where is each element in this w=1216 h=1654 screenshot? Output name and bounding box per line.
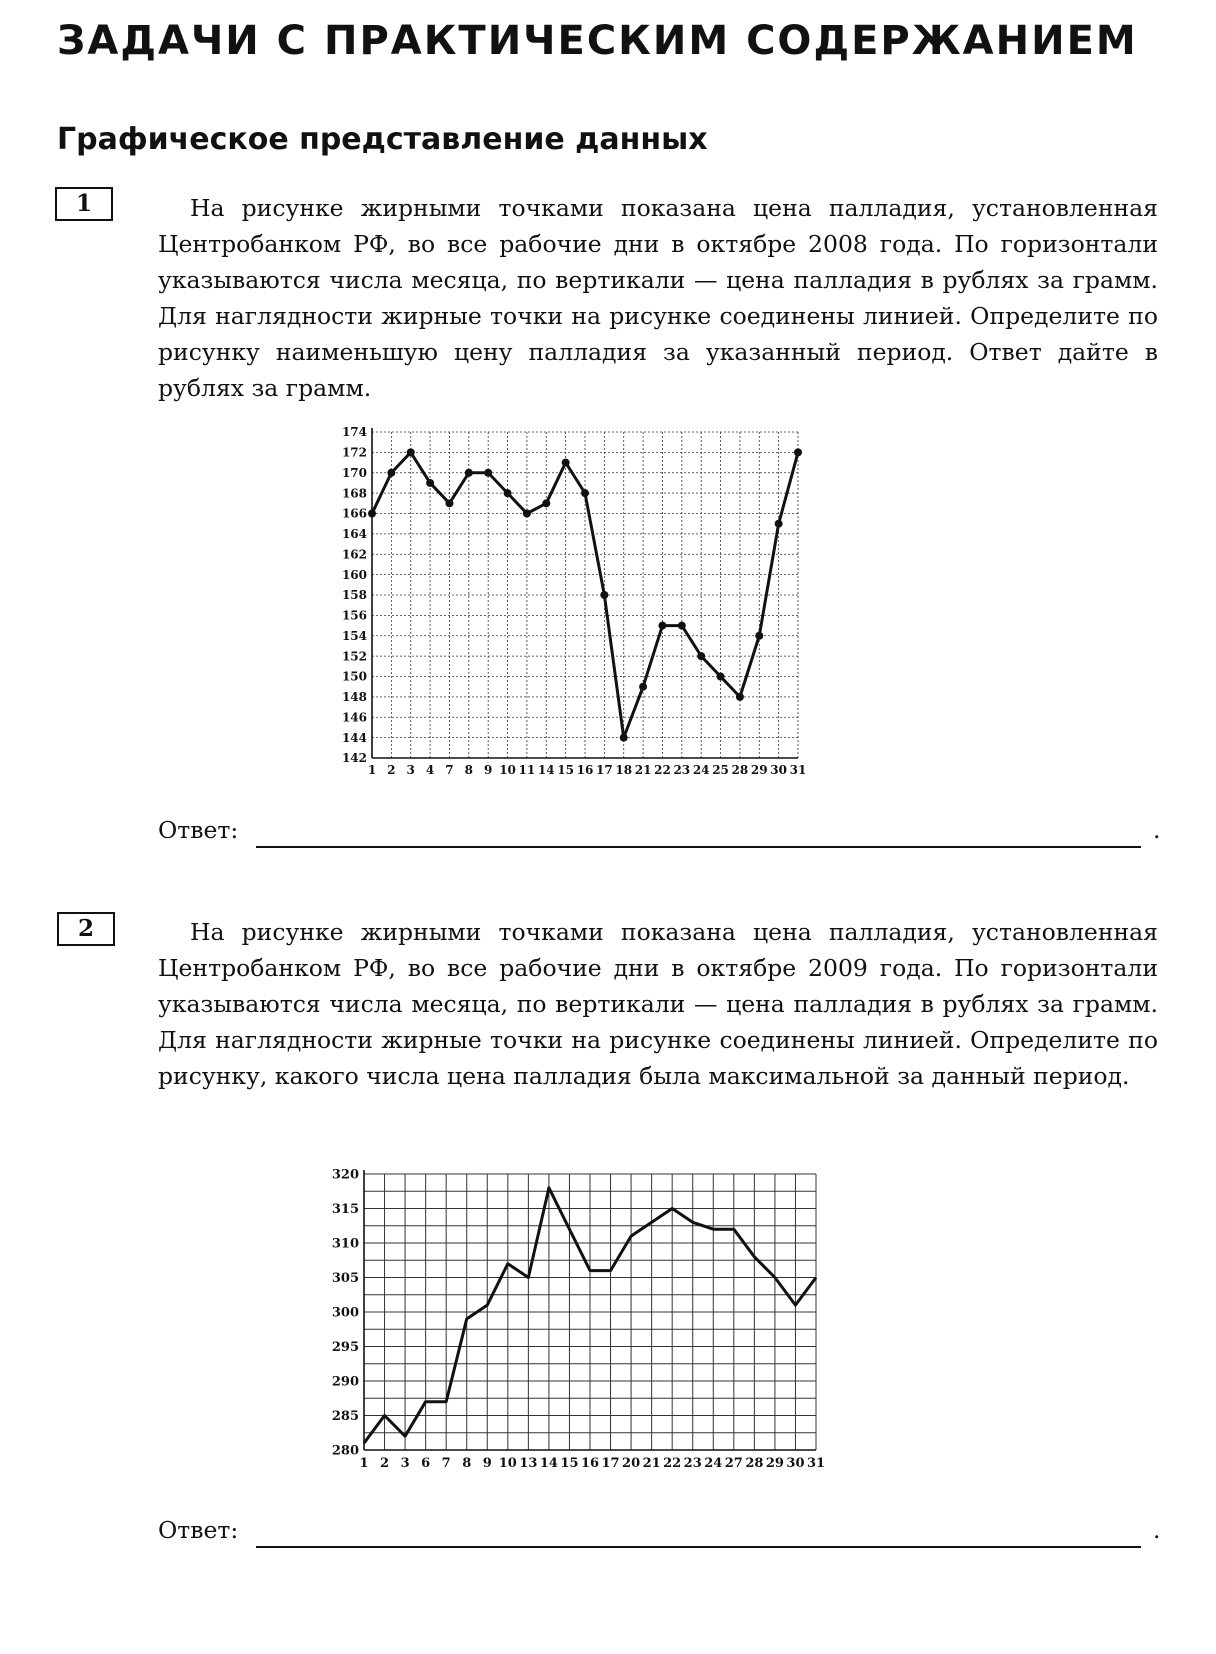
y-tick-label: 315: [331, 1202, 359, 1218]
y-tick-label: 164: [341, 527, 367, 542]
answer-label: Ответ:: [158, 1516, 239, 1544]
data-point: [445, 499, 453, 507]
x-tick-label: 11: [518, 763, 536, 777]
data-point: [697, 652, 705, 660]
y-tick-label: 295: [331, 1340, 359, 1356]
x-tick-label: 28: [731, 763, 749, 777]
data-point: [717, 673, 725, 681]
data-point: [794, 448, 802, 456]
x-tick-label: 16: [580, 1456, 600, 1471]
y-tick-label: 154: [341, 628, 367, 643]
x-tick-label: 10: [499, 763, 516, 777]
data-point: [639, 683, 647, 691]
answer-label: Ответ:: [158, 816, 239, 844]
data-point: [484, 469, 492, 477]
y-tick-label: 310: [331, 1236, 359, 1252]
x-tick-label: 15: [560, 1456, 579, 1471]
data-point: [678, 622, 686, 630]
x-tick-label: 21: [642, 1456, 661, 1471]
x-tick-label: 23: [683, 1456, 702, 1471]
x-tick-label: 7: [441, 1456, 451, 1471]
x-tick-label: 2: [380, 1456, 390, 1471]
x-tick-label: 3: [406, 763, 415, 777]
x-tick-label: 30: [786, 1456, 805, 1471]
y-tick-label: 156: [341, 608, 367, 623]
y-tick-label: 305: [331, 1271, 359, 1287]
problem-number-1: 1: [55, 187, 113, 221]
y-tick-label: 142: [341, 751, 367, 766]
x-tick-label: 31: [789, 763, 807, 777]
data-point: [407, 448, 415, 456]
y-tick-label: 280: [331, 1443, 359, 1459]
x-tick-label: 18: [615, 763, 633, 777]
x-tick-label: 17: [596, 763, 613, 777]
x-tick-label: 30: [770, 763, 787, 777]
answer-row-1: [158, 812, 1161, 852]
x-tick-label: 31: [806, 1456, 826, 1471]
data-point: [600, 591, 608, 599]
x-tick-label: 27: [724, 1456, 743, 1471]
x-tick-label: 6: [421, 1456, 431, 1471]
y-tick-label: 152: [341, 649, 367, 664]
data-point: [581, 489, 589, 497]
problem-text-1: На рисунке жирными точками показана цена палладия, установленная Центробанком РФ, во все рабочие дни в октябре 2008 года. По горизонтали указываются числа месяца, по вертикали — цена палладия в рублях за грамм. Для наглядности жирные точки на рисунке соединены линией. Определите по рисунку наименьшую цену палладия за указанный период. Ответ дайте в рублях за грамм.: [158, 194, 1158, 402]
chart-palladium-2009: [318, 1160, 838, 1480]
chart-palladium-2008: [330, 420, 810, 780]
x-tick-label: 3: [400, 1456, 410, 1471]
x-tick-label: 4: [425, 763, 435, 777]
y-tick-label: 172: [341, 445, 367, 460]
data-point: [755, 632, 763, 640]
answer-dot: .: [1153, 816, 1161, 844]
y-tick-label: 148: [341, 690, 367, 705]
y-tick-label: 285: [331, 1409, 359, 1425]
x-tick-label: 7: [445, 763, 454, 777]
answer-row-2: [158, 1512, 1161, 1552]
data-point: [620, 734, 628, 742]
x-tick-label: 1: [367, 763, 377, 777]
y-tick-label: 150: [341, 669, 367, 684]
x-tick-label: 20: [622, 1456, 641, 1471]
x-tick-label: 24: [692, 763, 710, 777]
y-tick-label: 160: [341, 567, 367, 582]
answer-dot: .: [1153, 1516, 1161, 1544]
data-point: [658, 622, 666, 630]
x-tick-label: 14: [537, 763, 555, 777]
page-title: ЗАДАЧИ С ПРАКТИЧЕСКИМ СОДЕРЖАНИЕМ: [57, 18, 1138, 64]
y-tick-label: 320: [331, 1167, 359, 1183]
answer-input-line[interactable]: [256, 1546, 1141, 1548]
x-tick-label: 29: [750, 763, 768, 777]
data-point: [562, 459, 570, 467]
problem-number-2: 2: [57, 912, 115, 946]
x-tick-label: 25: [712, 763, 729, 777]
x-tick-label: 15: [557, 763, 574, 777]
y-tick-label: 300: [331, 1305, 359, 1321]
x-tick-label: 22: [663, 1456, 682, 1471]
x-tick-label: 1: [359, 1456, 369, 1471]
y-tick-label: 166: [341, 506, 367, 521]
x-tick-label: 9: [484, 763, 493, 777]
x-tick-label: 10: [498, 1456, 517, 1471]
data-point: [504, 489, 512, 497]
x-tick-label: 24: [704, 1456, 723, 1471]
x-tick-label: 22: [654, 763, 671, 777]
data-point: [426, 479, 434, 487]
y-tick-label: 146: [341, 710, 367, 725]
y-tick-label: 168: [341, 486, 367, 501]
y-tick-label: 174: [341, 425, 367, 440]
x-tick-label: 8: [462, 1456, 472, 1471]
x-tick-label: 2: [387, 763, 396, 777]
x-tick-label: 14: [539, 1456, 558, 1471]
data-point: [387, 469, 395, 477]
y-tick-label: 170: [341, 465, 367, 480]
y-tick-label: 290: [331, 1374, 359, 1390]
data-point: [465, 469, 473, 477]
data-point: [736, 693, 744, 701]
y-tick-label: 162: [341, 547, 367, 562]
x-tick-label: 21: [634, 763, 652, 777]
x-tick-label: 23: [673, 763, 691, 777]
x-tick-label: 29: [765, 1456, 784, 1471]
answer-input-line[interactable]: [256, 846, 1141, 848]
x-tick-label: 17: [601, 1456, 620, 1471]
data-point: [542, 499, 550, 507]
x-tick-label: 16: [576, 763, 594, 777]
problem-text-2: На рисунке жирными точками показана цена палладия, установленная Центробанком РФ, во все рабочие дни в октябре 2009 года. По горизонтали указываются числа месяца, по вертикали — цена палладия в рублях за грамм. Для наглядности жирные точки на рисунке соединены линией. Определите по рисунку, какого числа цена палладия была максимальной за данный период.: [158, 918, 1158, 1090]
y-tick-label: 158: [341, 588, 367, 603]
x-tick-label: 13: [519, 1456, 538, 1471]
x-tick-label: 28: [745, 1456, 764, 1471]
data-point: [523, 510, 531, 518]
y-tick-label: 144: [341, 730, 367, 745]
x-tick-label: 9: [482, 1456, 492, 1471]
section-title: Графическое представление данных: [57, 122, 708, 157]
data-point: [775, 520, 783, 528]
data-point: [368, 510, 376, 518]
x-tick-label: 8: [464, 763, 473, 777]
